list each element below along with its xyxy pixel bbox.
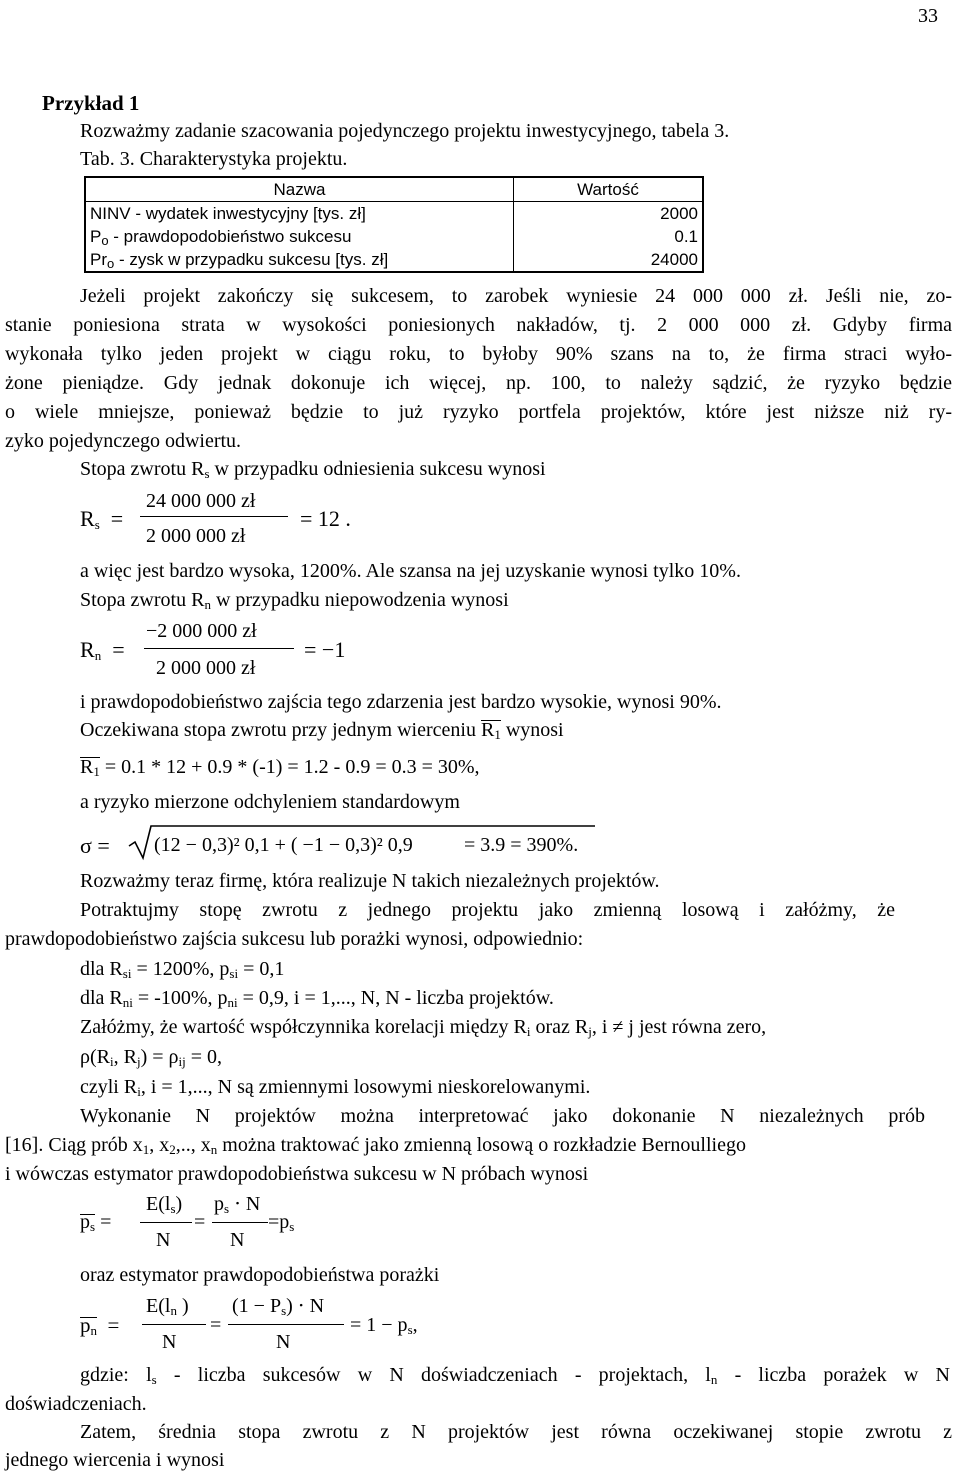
table-header-name: Nazwa [85, 177, 514, 202]
eq-denominator: 2 000 000 zł [156, 657, 256, 679]
intro-line: Rozważmy zadanie szacowania pojedynczego projektu inwestycyjnego, tabela 3. [80, 120, 730, 142]
rn-intro: Stopa zwrotu $R_n$ w przypadku niepowodzenia wynosi [80, 589, 509, 612]
expected-intro: Oczekiwana stopa zwrotu przy jednym wierceniu $R_1$ wynosi [80, 719, 564, 742]
table-cell-name: NINV - wydatek inwestycyjny [tys. zł] [85, 202, 514, 226]
rho-line: $\rho(R_i$, $R_j) = \rho_{ij} = 0$, [80, 1046, 223, 1069]
page-number: 33 [918, 5, 938, 27]
text-line: Zatem, średnia stopa zwrotu z N projektów jest równa oczekiwanej stopie zwrotu z [80, 1421, 952, 1443]
eq-result: = 3.9 = 390%. [464, 834, 579, 856]
example-title: Przykład 1 [42, 91, 140, 115]
table-cell-value: 24000 [650, 250, 698, 269]
eq-result: = $1 - p_s$, [350, 1314, 418, 1337]
eq-numerator: −2 000 000 zł [146, 620, 257, 642]
correlation-line: Załóżmy, że wartość współczynnika korelacji między $R_i$ oraz $R_j$, i ≠ j jest równa zero, [80, 1016, 767, 1039]
table-row [85, 202, 703, 226]
table-header-value: Wartość [514, 177, 704, 202]
dla-failure: dla $R_{ni} = -100\%$, $p_{ni} = 0,9$, i = 1,..., N, N - liczba projektów. [80, 987, 554, 1010]
eq-lhs: $R_n$ = [80, 637, 125, 663]
text-line: doświadczeniach. [5, 1393, 147, 1415]
text-line: i wówczas estymator prawdopodobieństwa sukcesu w N próbach wynosi [5, 1163, 589, 1185]
text-line: [16]. Ciąg prób $x_1$, $x_2$,.., $x_n$ można traktować jako zmienną losową o rozkładzie Bernoulliego [5, 1134, 746, 1157]
eq-denominator: N [162, 1331, 177, 1353]
text-line: Jeżeli projekt zakończy się sukcesem, to zarobek wyniesie 24 000 000 zł. Jeśli nie, zo- [80, 285, 952, 307]
fraction-bar [140, 1222, 192, 1223]
eq-numerator: $(1 - P_s) \cdot N$ [232, 1295, 325, 1318]
text-line: prawdopodobieństwo zajścia sukcesu lub porażki wynosi, odpowiednio: [5, 928, 584, 950]
text-line: gdzie: $l_s$ - liczba sukcesów w N doświadczeniach - projektach, $l_n$ - liczba porażek w N [80, 1364, 950, 1387]
text-line: Wykonanie N projektów można interpretować jako dokonanie N niezależnych prób [80, 1105, 925, 1127]
fraction-bar [142, 1324, 206, 1325]
eq-lhs: σ = [80, 833, 110, 858]
table-cell-value: 0.1 [674, 227, 698, 246]
table-row [85, 225, 703, 248]
text-line: o wiele mniejsze, ponieważ będzie to już ryzyko portfela projektów, które jest niższe niż ry- [5, 401, 952, 423]
uncorrelated-line: czyli $R_i$, i = 1,..., N są zmiennymi losowymi nieskorelowanymi. [80, 1076, 591, 1099]
eq-result: = −1 [304, 637, 346, 662]
eq-lhs: $p_n$ = [80, 1313, 120, 1338]
fraction-bar [140, 516, 288, 517]
text-line: żone pieniądze. Gdy jednak dokonuje ich więcej, np. 100, to należy sądzić, że ryzyko będzie [5, 372, 952, 394]
eq-denominator: 2 000 000 zł [146, 525, 246, 547]
eq-denominator: N [156, 1229, 171, 1251]
text-line: Potraktujmy stopę zwrotu z jednego projektu jako zmienną losową i załóżmy, że [80, 899, 895, 921]
failure-intro: oraz estymator prawdopodobieństwa porażki [80, 1264, 440, 1286]
rs-intro: Stopa zwrotu $R_s$ w przypadku odniesienia sukcesu wynosi [80, 458, 546, 481]
equation-expected: $R_1 = 0.1 * 12 + 0.9 * (-1) = 1.2 - 0.9 = 0.3 = 30\%$, [80, 756, 480, 779]
eq-lhs: $p_s$ = [80, 1211, 112, 1234]
eq-radicand: (12 − 0,3)² 0,1 + ( −1 − 0,3)² 0,9 [154, 834, 413, 856]
eq-result: = 12 . [300, 506, 351, 531]
text-line: wykonała tylko jeden projekt w ciągu roku, to byłoby 90% szans na to, że firma straci wyło- [5, 343, 952, 365]
eq-equals: = [210, 1314, 222, 1336]
table-cell-name: $Pr_o$ - zysk w przypadku sukcesu [tys. zł] [85, 248, 514, 272]
rn-comment: i prawdopodobieństwo zajścia tego zdarzenia jest bardzo wysokie, wynosi 90%. [80, 691, 722, 713]
text-line: zyko pojedynczego odwiertu. [5, 430, 242, 452]
risk-intro: a ryzyko mierzone odchyleniem standardowym [80, 791, 460, 813]
table-cell-name: $P_o$ - prawdopodobieństwo sukcesu [85, 225, 514, 248]
firm-line: Rozważmy teraz firmę, która realizuje N takich niezależnych projektów. [80, 870, 660, 892]
eq-equals: = [194, 1211, 206, 1233]
table-caption: Tab. 3. Charakterystyka projektu. [80, 148, 348, 170]
eq-numerator: $E(l_s)$ [146, 1193, 183, 1216]
eq-denominator: N [230, 1229, 245, 1251]
table-cell-value: 2000 [660, 204, 698, 223]
text-line: stanie poniesiona strata w wysokości poniesionych nakładów, tj. 2 000 000 zł. Gdyby firma [5, 314, 952, 336]
eq-result: $=p_s$ [268, 1211, 295, 1234]
eq-numerator: $p_s \cdot N$ [214, 1193, 261, 1216]
eq-numerator: 24 000 000 zł [146, 490, 256, 512]
eq-denominator: N [276, 1331, 291, 1353]
table-row [85, 248, 703, 272]
dla-success: dla $R_{si} = 1200\%$, $p_{si} = 0,1$ [80, 958, 285, 981]
rs-comment: a więc jest bardzo wysoka, 1200%. Ale szansa na jej uzyskanie wynosi tylko 10%. [80, 560, 741, 582]
fraction-bar [228, 1324, 344, 1325]
project-table [84, 176, 704, 273]
text-line: jednego wiercenia i wynosi [5, 1449, 225, 1471]
eq-lhs: $R_s$ = [80, 506, 124, 532]
fraction-bar [144, 648, 294, 649]
eq-numerator: $E(l_n$ ) [146, 1295, 189, 1318]
fraction-bar [212, 1222, 268, 1223]
